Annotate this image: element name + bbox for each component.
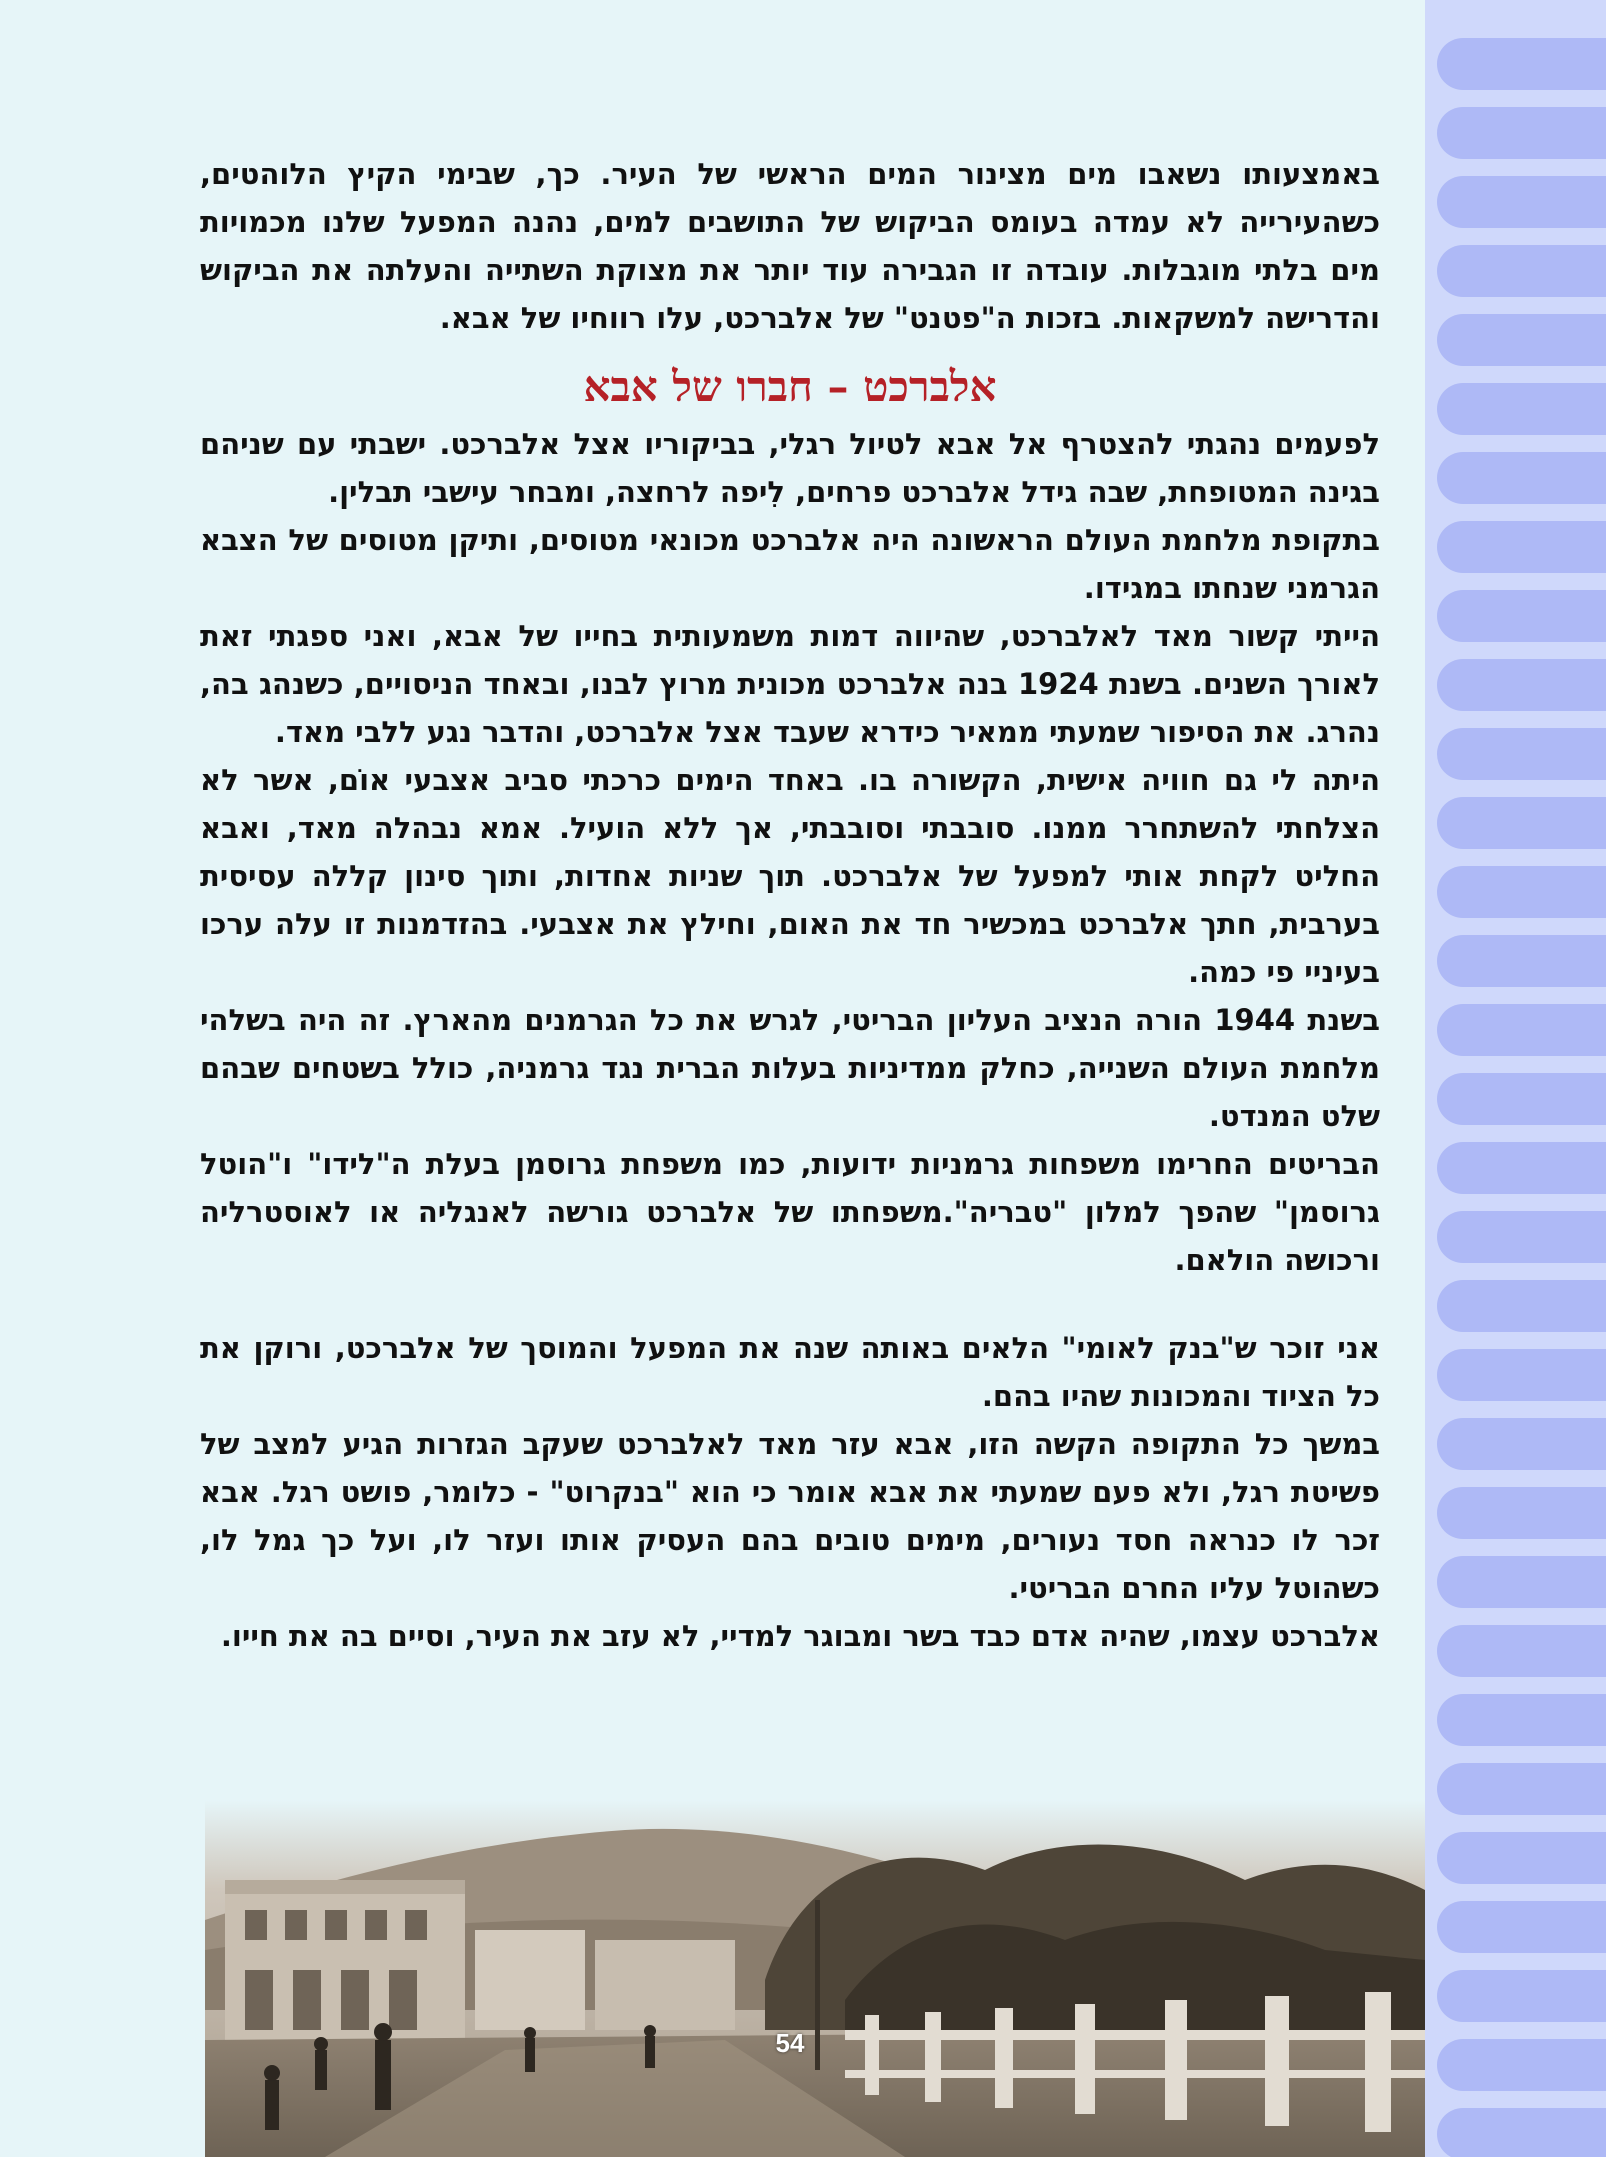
historic-street-photo	[205, 1800, 1425, 2157]
decorative-side-strip	[1425, 0, 1606, 2157]
article-body	[200, 150, 1380, 1660]
decorative-tab-pill	[1437, 245, 1606, 297]
decorative-tab-pill	[1437, 1556, 1606, 1608]
decorative-tab-pill	[1437, 1487, 1606, 1539]
decorative-tab-pill	[1437, 521, 1606, 573]
decorative-tab-pill	[1437, 452, 1606, 504]
decorative-tab-pill	[1437, 1970, 1606, 2022]
decorative-tab-pill	[1437, 1832, 1606, 1884]
decorative-tab-pill	[1437, 1073, 1606, 1125]
decorative-tab-pill	[1437, 1901, 1606, 1953]
paragraph: היתה לי גם חוויה אישית, הקשורה בו. באחד הימים כרכתי סביב אצבעי אוֹם, אשר לא הצלחתי להשתחרר ממנו. סובבתי וסובבתי, אך ללא הועיל. אמא נבהלה מאד, ואבא החליט לקחת אותי למפעל של אלברכט. תוך שניות אחדות, ותוך סינון קללה עסיסית בערבית, חתך אלברכט במכשיר חד את האום, וחילץ את אצבעי. בהזדמנות זו עלה ערכו בעיניי פי כמה.	[200, 763, 1380, 989]
decorative-tab-pill	[1437, 1004, 1606, 1056]
decorative-tab-pill	[1437, 176, 1606, 228]
decorative-tab-pill	[1437, 383, 1606, 435]
section-heading: אלברכט – חברו של אבא	[583, 362, 997, 411]
paragraph: הייתי קשור מאד לאלברכט, שהיווה דמות משמעותית בחייו של אבא, ואני ספגתי זאת לאורך השנים. בשנת 1924 בנה אלברכט מכונית מרוץ לבנו, ובאחד הניסויים, כשנהג בה, נהרג. את הסיפור שמעתי ממאיר כידרא שעבד אצל אלברכט, והדבר נגע ללבי מאד.	[200, 619, 1380, 749]
decorative-tab-pill	[1437, 1280, 1606, 1332]
paragraph: בתקופת מלחמת העולם הראשונה היה אלברכט מכונאי מטוסים, ותיקן מטוסים של הצבא הגרמני שנחתו במגידו.	[200, 523, 1380, 605]
decorative-tab-pill	[1437, 1349, 1606, 1401]
paragraph: הבריטים החרימו משפחות גרמניות ידועות, כמו משפחת גרוסמן בעלת ה"לידו" ו"הוטל גרוסמן" שהפך למלון "טבריה".משפחתו של אלברכט גורשה לאנגליה או לאוסטרליה ורכושה הולאם.	[200, 1147, 1380, 1277]
decorative-tab-pill	[1437, 2108, 1606, 2157]
paragraph: בשנת 1944 הורה הנציב העליון הבריטי, לגרש את כל הגרמנים מהארץ. זה היה בשלהי מלחמת העולם השנייה, כחלק ממדיניות בעלות הברית נגד גרמניה, כולל בשטחים שבהם שלט המנדט.	[200, 1003, 1380, 1133]
decorative-tab-pill	[1437, 1625, 1606, 1677]
decorative-tab-pill	[1437, 935, 1606, 987]
paragraph: אלברכט עצמו, שהיה אדם כבד בשר ומבוגר למדיי, לא עזב את העיר, וסיים בה את חייו.	[220, 1619, 1380, 1653]
paragraph-intro: באמצעותו נשאבו מים מצינור המים הראשי של העיר. כך, שבימי הקיץ הלוהטים, כשהעירייה לא עמדה בעומס הביקוש של התושבים למים, נהנה המפעל שלנו מכמויות מים בלתי מוגבלות. עובדה זו הגבירה עוד יותר את מצוקת השתייה והעלתה את הביקוש והדרישה למשקאות. בזכות ה"פטנט" של אלברכט, עלו רווחיו של אבא.	[200, 157, 1380, 335]
decorative-tab-pill	[1437, 38, 1606, 90]
paragraph: אני זוכר ש"בנק לאומי" הלאים באותה שנה את המפעל והמוסך של אלברכט, ורוקן את כל הציוד והמכונות שהיו בהם.	[200, 1331, 1380, 1413]
decorative-tab-pill	[1437, 1211, 1606, 1263]
decorative-tab-pill	[1437, 659, 1606, 711]
street-photo-image	[205, 1800, 1425, 2157]
decorative-tab-pill	[1437, 1694, 1606, 1746]
paragraph: במשך כל התקופה הקשה הזו, אבא עזר מאד לאלברכט שעקב הגזרות הגיע למצב של פשיטת רגל, ולא פעם שמעתי את אבא אומר כי הוא "בנקרוט" - כלומר, פושט רגל. אבא זכר לו כנראה חסד נעורים, מימים טובים בהם העסיק אותו ועזר לו, ועל כך גמל לו, כשהוטל עליו החרם הבריטי.	[200, 1427, 1380, 1605]
paragraph: לפעמים נהגתי להצטרף אל אבא לטיול רגלי, בביקוריו אצל אלברכט. ישבתי עם שניהם בגינה המטופחת, שבה גידל אלברכט פרחים, לִיפה לרחצה, ומבחר עישבי תבלין.	[200, 427, 1380, 509]
decorative-tab-pill	[1437, 866, 1606, 918]
decorative-tab-pill	[1437, 590, 1606, 642]
decorative-tab-pill	[1437, 797, 1606, 849]
page-number: 54	[775, 2028, 805, 2058]
decorative-tab-pill	[1437, 1418, 1606, 1470]
decorative-tab-pill	[1437, 728, 1606, 780]
decorative-tab-pill	[1437, 314, 1606, 366]
decorative-tab-pill	[1437, 1142, 1606, 1194]
decorative-tab-pill	[1437, 107, 1606, 159]
decorative-tab-pill	[1437, 1763, 1606, 1815]
decorative-tab-pill	[1437, 2039, 1606, 2091]
